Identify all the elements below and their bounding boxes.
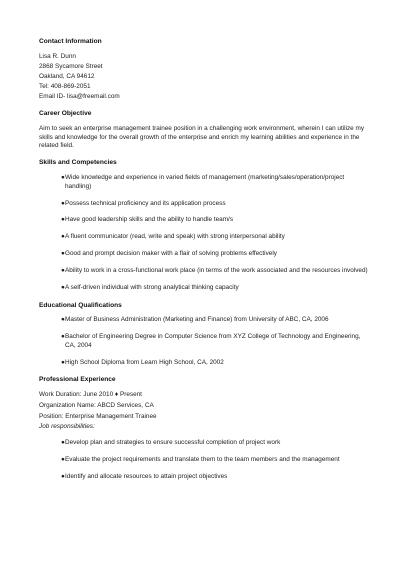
skill-text: A self-driven individual with strong analytical thinking capacity xyxy=(65,284,239,292)
contact-tel: Tel: 408-869-2051 xyxy=(39,82,91,90)
responsibilities-label: Job responsibilities: xyxy=(39,423,95,431)
skill-text: Ability to work in a cross-functional work place (in terms of the work associated and the resources involved) xyxy=(65,267,368,275)
education-heading: Educational Qualifications xyxy=(39,301,122,309)
skills-section xyxy=(39,159,369,292)
skill-text: A fluent communicator (read, write and speak) with strong interpersonal ability xyxy=(65,233,285,241)
list-item xyxy=(61,200,369,208)
objective-section xyxy=(39,110,369,150)
organization-name: Organization Name: ABCD Services, CA xyxy=(39,401,154,409)
list-item xyxy=(61,359,369,367)
skills-heading: Skills and Competencies xyxy=(39,159,117,167)
list-item xyxy=(61,284,369,292)
responsibilities-list xyxy=(39,439,369,481)
bullet-icon: ● xyxy=(61,472,65,480)
responsibility-text: Identify and allocate resources to attain project objectives xyxy=(65,472,228,480)
skills-list xyxy=(39,174,369,293)
education-text: High School Diploma from Learn High School, CA, 2002 xyxy=(65,358,224,366)
bullet-icon: ● xyxy=(61,358,65,366)
bullet-icon: ● xyxy=(61,267,65,275)
list-item xyxy=(61,267,369,275)
responsibility-text: Evaluate the project requirements and translate them to the team members and the management xyxy=(65,455,340,463)
education-section xyxy=(39,302,369,368)
experience-section xyxy=(39,376,369,481)
bullet-icon: ● xyxy=(61,199,65,207)
list-item xyxy=(61,333,369,350)
experience-heading: Professional Experience xyxy=(39,376,116,384)
objective-heading: Career Objective xyxy=(39,110,92,118)
list-item xyxy=(61,456,369,464)
contact-street: 2868 Sycamore Street xyxy=(39,62,103,70)
list-item xyxy=(61,316,369,324)
bullet-icon: ● xyxy=(61,216,65,224)
skill-text: Good and prompt decision maker with a flair of solving problems effectively xyxy=(65,250,277,258)
bullet-icon: ● xyxy=(61,316,65,324)
bullet-icon: ● xyxy=(61,284,65,292)
skill-text: Have good leadership skills and the ability to handle team/s xyxy=(65,216,234,224)
list-item xyxy=(61,250,369,258)
education-list xyxy=(39,316,369,367)
list-item xyxy=(61,233,369,241)
position-title: Position: Enterprise Management Trainee xyxy=(39,412,157,420)
contact-section xyxy=(39,38,369,101)
skill-text: Possess technical proficiency and its application process xyxy=(65,199,226,207)
objective-text: Aim to seek an enterprise management trainee position in a challenging work environment, wherein I can utilize my skills and knowledge for the overall growth of the enterprise and enrich my learning abilities and experience in the related field. xyxy=(39,125,365,149)
responsibility-text: Develop plan and strategies to ensure successful completion of project work xyxy=(65,438,281,446)
bullet-icon: ● xyxy=(61,438,65,446)
bullet-icon: ● xyxy=(61,455,65,463)
bullet-icon: ● xyxy=(61,233,65,241)
list-item xyxy=(61,473,369,481)
education-text: Master of Business Administration (Marketing and Finance) from University of ABC, CA, 2006 xyxy=(65,316,329,324)
skill-text: Wide knowledge and experience in varied fields of management (marketing/sales/operation/project handling) xyxy=(65,174,345,190)
bullet-icon: ● xyxy=(61,250,65,258)
bullet-icon: ● xyxy=(61,174,65,182)
contact-email: Email ID- lisa@freemail.com xyxy=(39,92,120,100)
list-item xyxy=(61,216,369,224)
list-item xyxy=(61,439,369,447)
contact-city: Oakland, CA 94612 xyxy=(39,72,95,80)
contact-name: Lisa R. Dunn xyxy=(39,52,76,60)
contact-heading: Contact Information xyxy=(39,38,102,45)
bullet-icon: ● xyxy=(61,333,65,341)
education-text: Bachelor of Engineering Degree in Computer Science from XYZ College of Technology and Engineering, CA, 2004 xyxy=(65,333,361,349)
work-duration: Work Duration: June 2010 ♦ Present xyxy=(39,390,142,398)
list-item xyxy=(61,174,369,191)
